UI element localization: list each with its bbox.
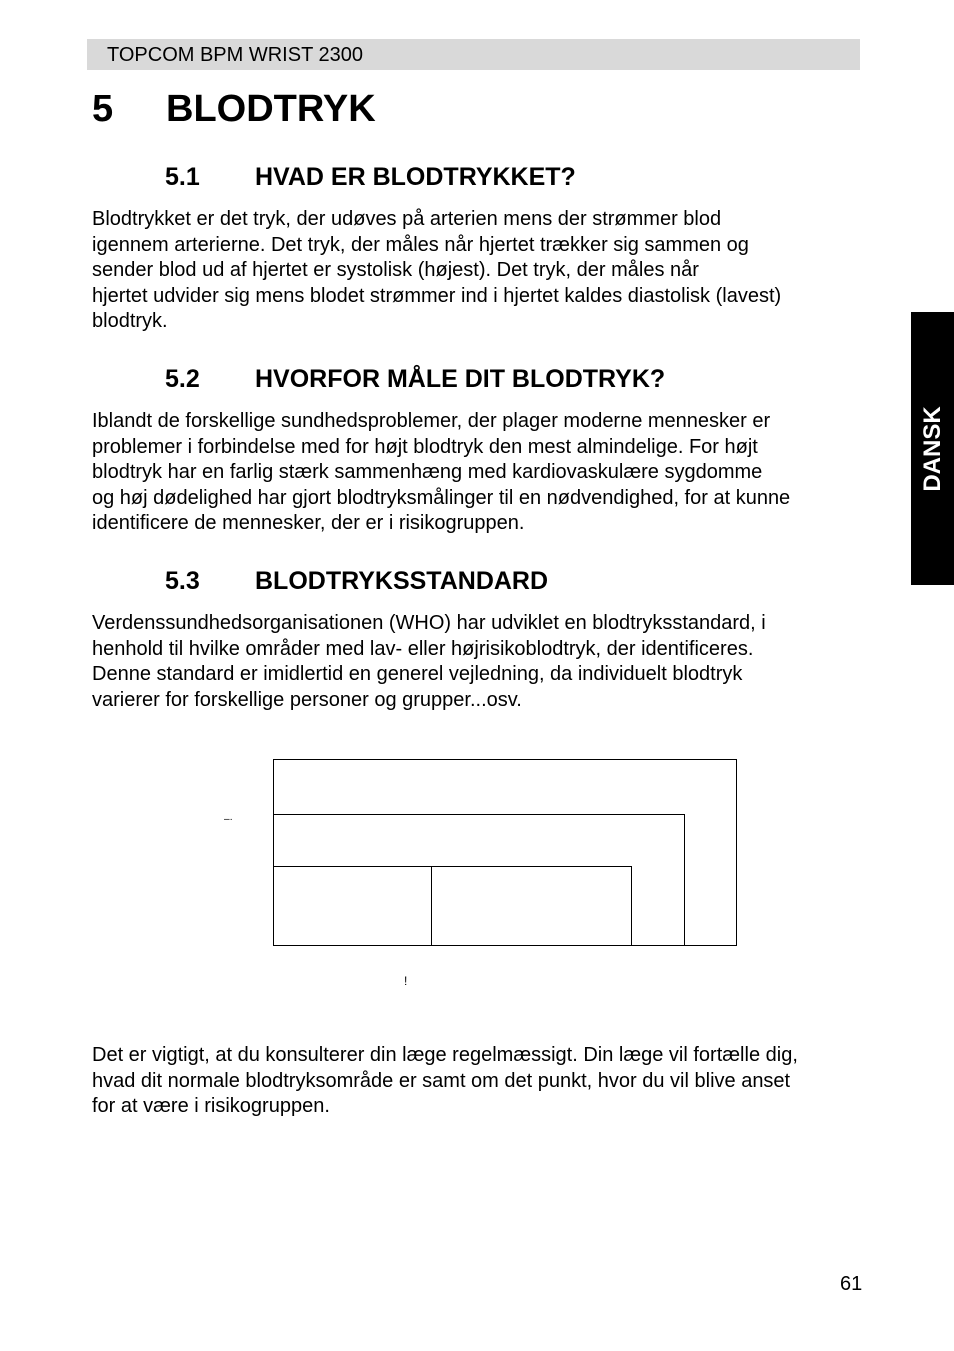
paragraph-line: identificere de mennesker, der er i risikogruppen. (92, 512, 525, 534)
paragraph-line: Denne standard er imidlertid en generel vejledning, da individuelt blodtryk (92, 663, 743, 685)
paragraph-line: hjertet udvider sig mens blodet strømmer ind i hjertet kaldes diastolisk (lavest) (92, 284, 782, 307)
paragraph-line: problemer i forbindelse med for højt blodtryk den mest almindelige. For højt (92, 435, 758, 458)
chapter-title: BLODTRYK (166, 88, 376, 130)
paragraph-line: for at være i risikogruppen. (92, 1095, 330, 1117)
language-tab (911, 312, 954, 585)
paragraph-line: blodtryk. (92, 310, 168, 332)
paragraph-line: Iblandt de forskellige sundhedsproblemer, der plager moderne mennesker er (92, 410, 771, 432)
paragraph-line: Blodtrykket er det tryk, der udøves på arterien mens der strømmer blod (92, 208, 722, 230)
section-number: 5.3 (165, 567, 200, 595)
paragraph-line: blodtryk har en farlig stærk sammenhæng med kardiovaskulære sygdomme (92, 461, 763, 483)
closing-paragraph (92, 1043, 862, 1120)
header-title: TOPCOM BPM WRIST 2300 (107, 44, 363, 66)
paragraph-line: og høj dødelighed har gjort blodtryksmålinger til en nødvendighed, for at kunne (92, 486, 791, 509)
paragraph-line: Det er vigtigt, at du konsulterer din læge regelmæssigt. Din læge vil fortælle dig, (92, 1044, 798, 1066)
section-number: 5.1 (165, 163, 200, 191)
section-title: BLODTRYKSSTANDARD (255, 567, 549, 595)
diagram-left-mark: –· (224, 814, 233, 825)
paragraph-line: sender blod ud af hjertet er systolisk (højest). Det tryk, der måles når (92, 259, 699, 281)
diagram-outer-box (274, 760, 737, 946)
paragraph-line: Verdenssundhedsorganisationen (WHO) har udviklet en blodtryksstandard, i (92, 612, 766, 634)
section-title: HVORFOR MÅLE DIT BLODTRYK? (255, 365, 666, 393)
language-tab-label: DANSK (918, 405, 946, 492)
diagram-bottom-mark: ! (404, 974, 408, 988)
chapter-number: 5 (92, 88, 114, 130)
paragraph-line: varierer for forskellige personer og grupper...osv. (92, 688, 522, 711)
paragraph-line: henhold til hvilke områder med lav- eller højrisikoblodtryk, der identificeres. (92, 637, 754, 660)
diagram-middle-box (274, 815, 685, 946)
section-number: 5.2 (165, 365, 200, 393)
page-number: 61 (840, 1273, 863, 1295)
paragraph-line: igennem arterierne. Det tryk, der måles når hjertet trækker sig sammen og (92, 233, 749, 256)
section-title: HVAD ER BLODTRYKKET? (255, 163, 576, 191)
diagram-inner-box (274, 867, 632, 946)
paragraph-line: hvad dit normale blodtryksområde er samt om det punkt, hvor du vil blive anset (92, 1069, 791, 1092)
